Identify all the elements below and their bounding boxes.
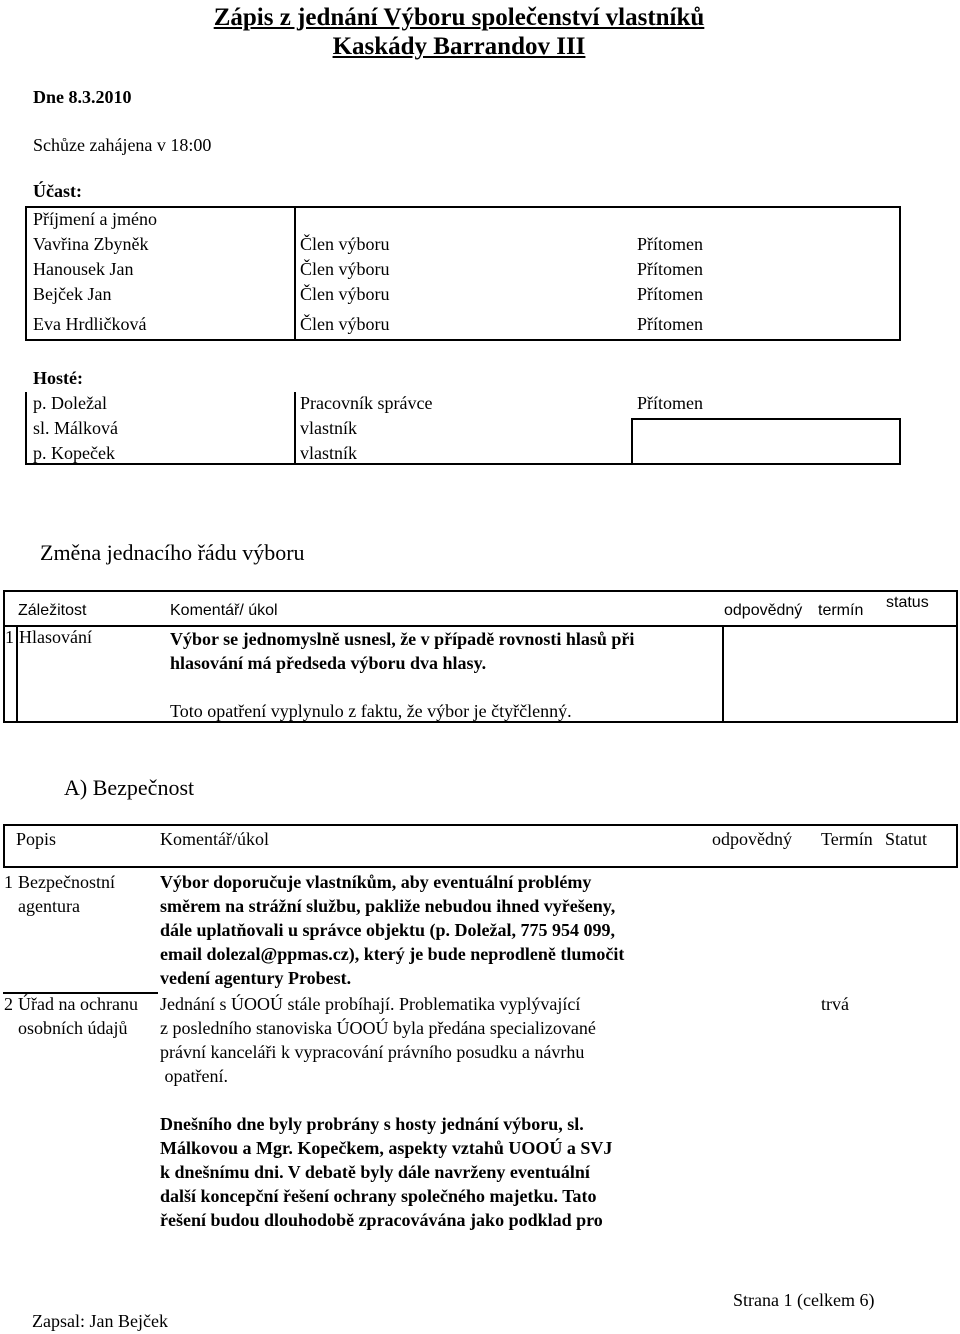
guests-bottom-border xyxy=(25,463,901,465)
section2-row-comment-line: vedení agentury Probest. xyxy=(160,968,352,988)
section1-heading: Změna jednacího řádu výboru xyxy=(40,540,305,565)
page-number: Strana 1 (celkem 6) xyxy=(733,1290,875,1310)
section2-row-comment-line: Málkovou a Mgr. Kopečkem, aspekty vztahů UOOÚ a SVJ xyxy=(160,1138,613,1158)
section1-row-num: 1 xyxy=(5,627,14,647)
attendance-name: Bejček Jan xyxy=(33,284,112,304)
attendance-name: Eva Hrdličková xyxy=(33,314,147,334)
attendance-role: Člen výboru xyxy=(300,284,390,304)
document-title-line2: Kaskády Barrandov III xyxy=(332,33,586,60)
section2-col-deadline: Termín xyxy=(821,829,873,849)
section1-col-matter: Záležitost xyxy=(18,602,87,619)
guest-role: vlastník xyxy=(300,418,357,438)
section2-col-comment: Komentář/úkol xyxy=(160,829,269,849)
section2-row-comment-line: řešení budou dlouhodobě zpracovávána jako podklad pro xyxy=(160,1210,603,1230)
attendance-col-divider xyxy=(294,206,296,341)
guests-heading: Hosté: xyxy=(33,368,83,388)
attendance-status: Přítomen xyxy=(637,234,703,254)
section2-heading: A) Bezpečnost xyxy=(64,775,195,800)
section1-row-comment-line: Výbor se jednomyslně usnesl, že v případě rovnosti hlasů při xyxy=(170,629,635,649)
section2-row-num: 1 xyxy=(4,872,13,892)
attendance-role: Člen výboru xyxy=(300,259,390,279)
section2-row-num: 2 xyxy=(4,994,13,1014)
section2-row-desc: osobních údajů xyxy=(18,1018,128,1038)
section2-row-desc: Úřad na ochranu xyxy=(18,994,138,1014)
guest-name: p. Doležal xyxy=(33,393,107,413)
section1-col-responsible: odpovědný xyxy=(724,602,803,619)
meeting-date: Dne 8.3.2010 xyxy=(33,87,132,107)
attendance-role: Člen výboru xyxy=(300,234,390,254)
attendance-header: Příjmení a jméno xyxy=(33,209,157,229)
section2-row-desc: Bezpečnostní xyxy=(18,872,115,892)
attendance-status: Přítomen xyxy=(637,314,703,334)
guests-col-divider xyxy=(294,392,296,465)
section2-header-box xyxy=(3,824,958,868)
attendance-role: Člen výboru xyxy=(300,314,390,334)
guests-status-divider xyxy=(631,418,633,465)
section1-header-divider xyxy=(3,625,958,627)
section2-row-comment-line: právní kanceláři k vypracování právního posudku a návrhu xyxy=(160,1042,585,1062)
section2-row-comment-line: z posledního stanoviska ÚOOÚ byla předána specializované xyxy=(160,1018,596,1038)
recorded-by: Zapsal: Jan Bejček xyxy=(32,1311,168,1331)
section1-row-comment-plain: Toto opatření vyplynulo z faktu, že výbor je čtyřčlenný. xyxy=(170,701,572,721)
section2-row-comment-line: email dolezal@ppmas.cz), který je bude neprodleně tlumočit xyxy=(160,944,625,964)
guests-left-border xyxy=(25,392,27,465)
guest-status: Přítomen xyxy=(637,393,703,413)
section2-row-comment-line: opatření. xyxy=(160,1066,228,1086)
section1-col-deadline: termín xyxy=(818,602,864,619)
attendance-status: Přítomen xyxy=(637,259,703,279)
section2-col-status: Statut xyxy=(885,829,928,849)
attendance-heading: Účast: xyxy=(33,181,82,201)
section1-comment-divider xyxy=(722,625,724,723)
guests-status-top xyxy=(631,418,901,420)
section2-row-desc: agentura xyxy=(18,896,80,916)
section1-row-comment-line: hlasování má předseda výboru dva hlasy. xyxy=(170,653,487,673)
meeting-start: Schůze zahájena v 18:00 xyxy=(33,135,212,155)
section2-row-comment-line: k dnešnímu dni. V debatě byly dále navrženy eventuální xyxy=(160,1162,590,1182)
section1-num-divider xyxy=(16,625,18,723)
section1-col-status: status xyxy=(886,594,929,611)
guest-name: p. Kopeček xyxy=(33,443,115,463)
section2-col-desc: Popis xyxy=(16,829,57,849)
section2-col-responsible: odpovědný xyxy=(712,829,792,849)
guest-name: sl. Málková xyxy=(33,418,118,438)
section2-row-comment-line: Jednání s ÚOOÚ stále probíhají. Problematika vyplývající xyxy=(160,994,581,1014)
section2-row-status: trvá xyxy=(821,994,849,1014)
guest-role: Pracovník správce xyxy=(300,393,433,413)
section2-row-comment-line: Dnešního dne byly probrány s hosty jednání výboru, sl. xyxy=(160,1114,584,1134)
section1-col-comment: Komentář/ úkol xyxy=(170,602,278,619)
section2-row-comment-line: dále uplatňovali u správce objektu (p. Doležal, 775 954 099, xyxy=(160,920,616,940)
attendance-name: Hanousek Jan xyxy=(33,259,134,279)
document-title-line1: Zápis z jednání Výboru společenství vlastníků xyxy=(213,4,705,31)
section1-row-matter: Hlasování xyxy=(19,627,92,647)
section2-row-comment-line: směrem na strážní službu, pakliže nebudou ihned vyřešeny, xyxy=(160,896,616,916)
guest-role: vlastník xyxy=(300,443,357,463)
guests-right-border xyxy=(899,418,901,465)
attendance-status: Přítomen xyxy=(637,284,703,304)
attendance-name: Vavřina Zbyněk xyxy=(33,234,149,254)
section2-row-comment-line: další koncepční řešení ochrany společného majetku. Tato xyxy=(160,1186,597,1206)
section2-row-comment-line: Výbor doporučuje vlastníkům, aby eventuální problémy xyxy=(160,872,592,892)
